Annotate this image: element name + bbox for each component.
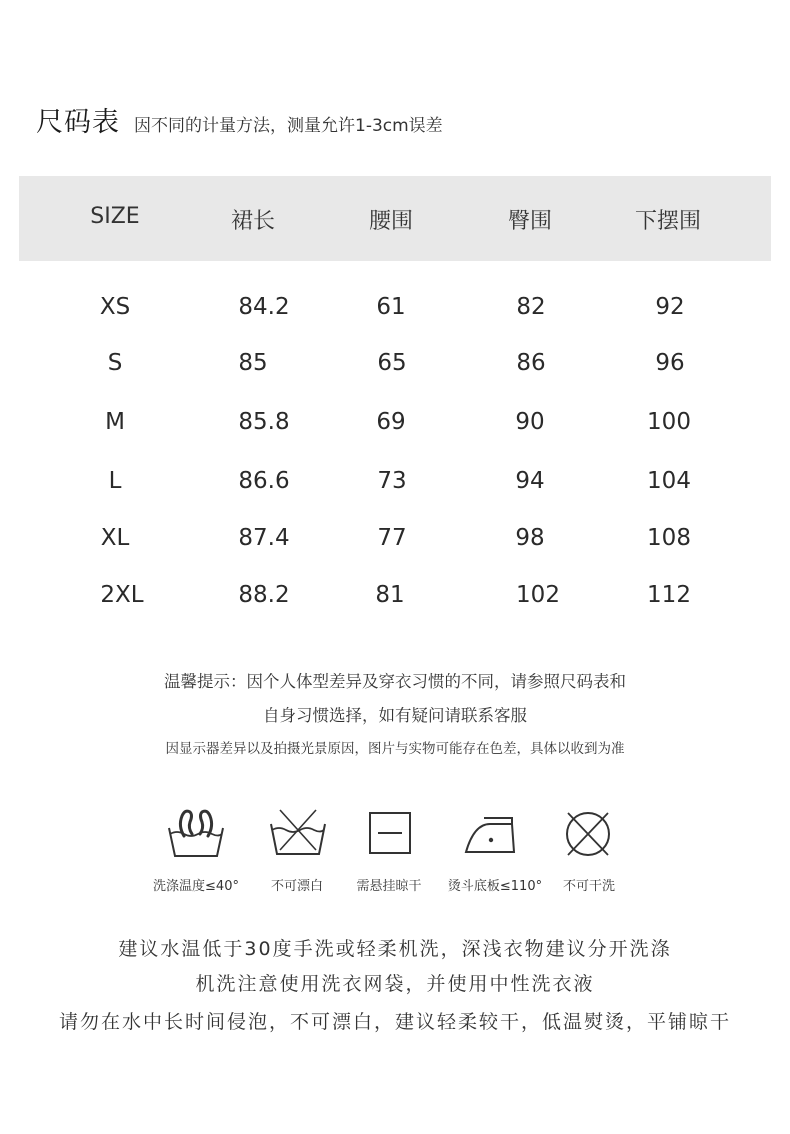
cell-hem: 108 xyxy=(647,525,691,551)
care-instruction-line-3: 请勿在水中长时间侵泡，不可漂白，建议轻柔较干，低温熨烫，平铺晾干 xyxy=(58,1011,731,1033)
cell-skirt-length: 87.4 xyxy=(238,525,290,551)
cell-skirt-length: 86.6 xyxy=(238,468,290,494)
care-label-hang-dry: 需悬挂晾干 xyxy=(356,879,422,894)
cell-hip: 86 xyxy=(516,350,546,376)
cell-size: 2XL xyxy=(100,582,144,608)
table-row xyxy=(0,350,790,380)
cell-waist: 65 xyxy=(377,350,407,376)
table-row xyxy=(0,409,790,439)
size-chart-title: 尺码表 xyxy=(36,107,120,138)
iron-icon xyxy=(460,806,520,862)
no-bleach-icon xyxy=(268,806,328,862)
cell-size: XS xyxy=(99,294,131,320)
header-hem: 下摆围 xyxy=(634,209,702,234)
header-size: SIZE xyxy=(90,204,140,229)
cell-waist: 77 xyxy=(377,525,407,551)
cell-skirt-length: 85.8 xyxy=(238,409,290,435)
cell-hip: 98 xyxy=(515,525,545,551)
no-dry-clean-icon xyxy=(558,806,618,862)
cell-size: XL xyxy=(100,525,130,551)
cell-hip: 102 xyxy=(516,582,560,608)
size-table-header xyxy=(19,176,771,261)
cell-waist: 61 xyxy=(376,294,406,320)
table-row xyxy=(0,294,790,324)
cell-hem: 112 xyxy=(647,582,691,608)
cell-skirt-length: 85 xyxy=(238,350,268,376)
hand-wash-icon xyxy=(166,806,226,862)
cell-size: L xyxy=(108,468,122,494)
size-chart-title-row xyxy=(36,100,443,139)
size-tip-line-1: 温馨提示：因个人体型差异及穿衣习惯的不同，请参照尺码表和 xyxy=(164,672,626,691)
cell-waist: 69 xyxy=(376,409,406,435)
table-row xyxy=(0,582,790,612)
header-skirt-length: 裙长 xyxy=(230,209,276,234)
color-difference-note: 因显示器差异以及拍摄光景原因，图片与实物可能存在色差，具体以收到为准 xyxy=(165,741,625,757)
care-instruction-line-2: 机洗注意使用洗衣网袋，并使用中性洗衣液 xyxy=(195,973,595,995)
cell-size: M xyxy=(105,409,125,435)
cell-size: S xyxy=(107,350,123,376)
header-waist: 腰围 xyxy=(368,209,414,234)
size-tip-line-2: 自身习惯选择，如有疑问请联系客服 xyxy=(263,706,527,725)
cell-skirt-length: 84.2 xyxy=(238,294,290,320)
table-row xyxy=(0,468,790,498)
header-hip: 臀围 xyxy=(507,209,553,234)
cell-hem: 104 xyxy=(647,468,691,494)
cell-waist: 73 xyxy=(377,468,407,494)
cell-waist: 81 xyxy=(375,582,405,608)
cell-hem: 100 xyxy=(647,409,691,435)
cell-hip: 90 xyxy=(515,409,545,435)
cell-skirt-length: 88.2 xyxy=(238,582,290,608)
care-label-iron-temp: 烫斗底板≤110° xyxy=(447,879,543,894)
cell-hem: 96 xyxy=(655,350,685,376)
cell-hem: 92 xyxy=(655,294,685,320)
care-instruction-line-1: 建议水温低于30度手洗或轻柔机洗，深浅衣物建议分开洗涤 xyxy=(118,938,672,960)
care-label-no-dry-clean: 不可干洗 xyxy=(562,879,616,894)
cell-hip: 82 xyxy=(516,294,546,320)
table-row xyxy=(0,525,790,555)
care-label-no-bleach: 不可漂白 xyxy=(270,879,324,894)
cell-hip: 94 xyxy=(515,468,545,494)
hang-dry-icon xyxy=(360,806,420,862)
measurement-error-note: 因不同的计量方法，测量允许1-3cm误差 xyxy=(134,116,443,136)
care-label-wash-temp: 洗涤温度≤40° xyxy=(153,879,239,894)
